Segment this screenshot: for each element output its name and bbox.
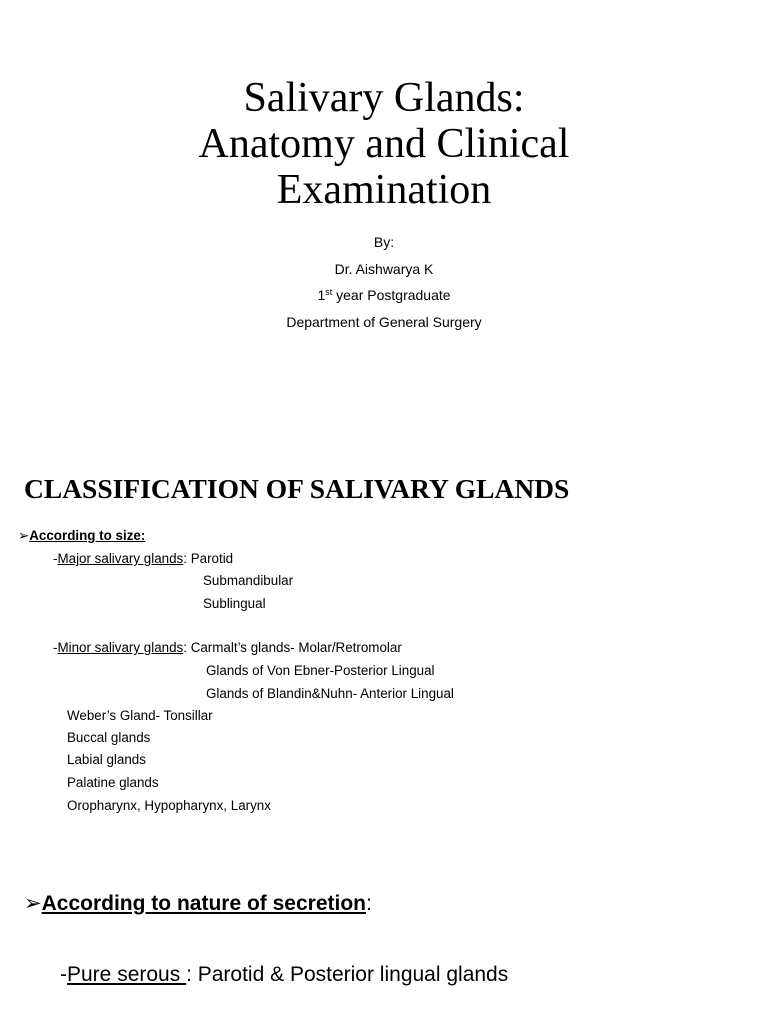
minor-first-item: : Carmalt’s glands- Molar/Retromolar — [183, 640, 402, 655]
size-heading: According to size: — [29, 528, 146, 543]
size-heading-row — [18, 527, 145, 546]
serous-dash: - — [60, 963, 67, 986]
minor-item: Glands of Von Ebner-Posterior Lingual — [206, 663, 435, 678]
secretion-heading: According to nature of secretion — [41, 892, 366, 915]
classification-heading: CLASSIFICATION OF SALIVARY GLANDS — [24, 473, 570, 504]
title-slide — [0, 0, 768, 440]
minor-item: Palatine glands — [67, 775, 159, 790]
minor-glands-row — [53, 639, 402, 657]
pure-serous-value: : Parotid & Posterior lingual glands — [186, 963, 509, 986]
title-line-3: Examination — [276, 167, 492, 213]
author-name: Dr. Aishwarya K — [334, 260, 434, 277]
minor-item: Buccal glands — [67, 730, 151, 745]
pure-serous-label: Pure serous — [67, 963, 187, 986]
pure-serous-row — [60, 962, 508, 988]
arrow-bullet-icon: ➢ — [18, 529, 30, 544]
arrow-bullet-icon: ➢ — [24, 891, 42, 915]
secretion-colon: : — [365, 892, 372, 915]
minor-item: Oropharynx, Hypopharynx, Larynx — [67, 798, 271, 813]
slide-title — [0, 75, 768, 213]
major-glands-label: Major salivary glands — [57, 551, 184, 566]
minor-item: Glands of Blandin&Nuhn- Anterior Lingual — [206, 686, 454, 701]
minor-dash: - — [53, 640, 58, 655]
classification-slide — [0, 440, 768, 1024]
by-label: By: — [373, 234, 395, 250]
title-line-1: Salivary Glands: — [243, 75, 525, 121]
year-ordinal-suffix: st — [325, 287, 333, 297]
author-department: Department of General Surgery — [286, 313, 482, 330]
major-glands-row — [53, 550, 233, 568]
minor-item: Weber’s Gland- Tonsillar — [67, 708, 213, 723]
year-text: year Postgraduate — [332, 287, 451, 303]
author-year — [0, 282, 768, 309]
title-line-2: Anatomy and Clinical — [198, 121, 570, 167]
major-item: Sublingual — [203, 596, 266, 611]
secretion-heading-row — [24, 890, 372, 917]
major-first-item: : Parotid — [183, 551, 234, 566]
major-dash: - — [53, 551, 58, 566]
year-number: 1 — [317, 287, 326, 303]
major-item: Submandibular — [203, 573, 294, 588]
minor-glands-label: Minor salivary glands — [57, 640, 184, 655]
minor-item: Labial glands — [67, 752, 146, 767]
author-block — [0, 229, 768, 335]
